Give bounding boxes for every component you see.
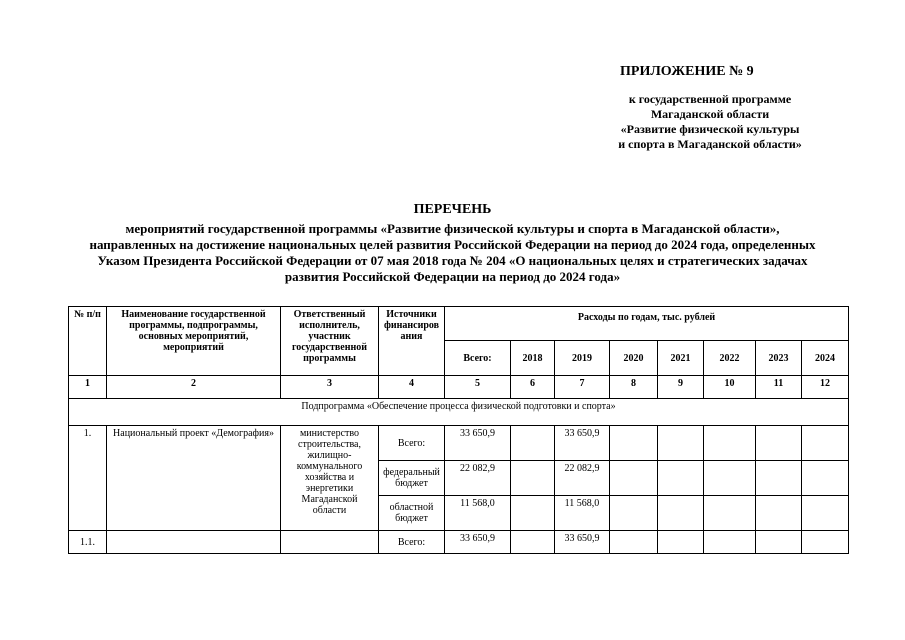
column-number: 5 (445, 376, 511, 399)
table-row (69, 426, 849, 461)
column-numbers-row (69, 376, 849, 399)
column-number: 8 (610, 376, 658, 399)
row-2023 (756, 461, 802, 496)
row-2024 (802, 531, 849, 554)
header-year: 2022 (704, 341, 756, 376)
row-executor: министерство строительства, жилищно-коммунального хозяйства и энергетики Магаданской области (281, 426, 379, 531)
table-row (69, 531, 849, 554)
row-2022 (704, 496, 756, 531)
header-row (69, 307, 849, 341)
appendix-block (560, 64, 860, 152)
column-number: 7 (555, 376, 610, 399)
row-2020 (610, 531, 658, 554)
column-number: 2 (107, 376, 281, 399)
column-number: 1 (69, 376, 107, 399)
row-2021 (658, 426, 704, 461)
row-2020 (610, 461, 658, 496)
appendix-subtitle (560, 92, 860, 152)
header-year: 2018 (511, 341, 555, 376)
row-2018 (511, 461, 555, 496)
row-source: Всего: (379, 531, 445, 554)
header-year: 2021 (658, 341, 704, 376)
row-total: 11 568,0 (445, 496, 511, 531)
heading-line: Указом Президента Российской Федерации от 07 мая 2018 года № 204 «О национальных целях и стратегических задачах (97, 253, 808, 268)
column-number: 6 (511, 376, 555, 399)
row-2024 (802, 426, 849, 461)
header-expenses: Расходы по годам, тыс. рублей (445, 307, 849, 341)
row-name (107, 531, 281, 554)
heading-line: развития Российской Федерации на период до 2024 года» (284, 269, 621, 284)
row-2024 (802, 496, 849, 531)
row-executor (281, 531, 379, 554)
row-2018 (511, 531, 555, 554)
header-year: Всего: (445, 341, 511, 376)
column-number: 9 (658, 376, 704, 399)
row-num: 1. (69, 426, 107, 531)
row-2021 (658, 531, 704, 554)
column-number: 11 (756, 376, 802, 399)
row-2019: 22 082,9 (555, 461, 610, 496)
row-2019: 11 568,0 (555, 496, 610, 531)
header-executor: Ответственный исполнитель, участник государственной программы (281, 307, 379, 376)
row-2023 (756, 426, 802, 461)
row-2018 (511, 496, 555, 531)
subprogram-row (69, 399, 849, 426)
column-number: 12 (802, 376, 849, 399)
header-year: 2023 (756, 341, 802, 376)
column-number: 3 (281, 376, 379, 399)
row-2019: 33 650,9 (555, 426, 610, 461)
row-2021 (658, 461, 704, 496)
row-num: 1.1. (69, 531, 107, 554)
header-name: Наименование государственной программы, подпрограммы, основных мероприятий, мероприятий (107, 307, 281, 376)
row-2019: 33 650,9 (555, 531, 610, 554)
row-2022 (704, 426, 756, 461)
row-total: 33 650,9 (445, 426, 511, 461)
header-year: 2024 (802, 341, 849, 376)
row-2023 (756, 496, 802, 531)
row-2020 (610, 426, 658, 461)
row-2022 (704, 531, 756, 554)
appendix-line: и спорта в Магаданской области» (618, 137, 802, 151)
heading-title: ПЕРЕЧЕНЬ (413, 202, 492, 217)
row-total: 22 082,9 (445, 461, 511, 496)
column-number: 4 (379, 376, 445, 399)
measures-table (68, 306, 849, 554)
header-sources: Источники финансиров ания (379, 307, 445, 376)
appendix-line: Магаданской области (650, 107, 770, 121)
row-source: федеральный бюджет (379, 461, 445, 496)
row-source: областной бюджет (379, 496, 445, 531)
appendix-title: ПРИЛОЖЕНИЕ № 9 (620, 64, 754, 79)
row-2022 (704, 461, 756, 496)
header-num: № п/п (69, 307, 107, 376)
row-2023 (756, 531, 802, 554)
subprogram-title: Подпрограмма «Обеспечение процесса физической подготовки и спорта» (69, 399, 849, 426)
row-2021 (658, 496, 704, 531)
row-2018 (511, 426, 555, 461)
document-heading (20, 202, 885, 285)
header-year: 2019 (555, 341, 610, 376)
heading-line: направленных на достижение национальных целей развития Российской Федерации на период до 2024 года, определенных (89, 237, 816, 252)
row-2020 (610, 496, 658, 531)
column-number: 10 (704, 376, 756, 399)
header-year: 2020 (610, 341, 658, 376)
row-name: Национальный проект «Демография» (107, 426, 281, 531)
appendix-line: «Развитие физической культуры (620, 122, 800, 136)
row-total: 33 650,9 (445, 531, 511, 554)
row-source: Всего: (379, 426, 445, 461)
heading-line: мероприятий государственной программы «Развитие физической культуры и спорта в Магаданской области», (125, 221, 780, 236)
row-2024 (802, 461, 849, 496)
appendix-line: к государственной программе (628, 92, 792, 106)
